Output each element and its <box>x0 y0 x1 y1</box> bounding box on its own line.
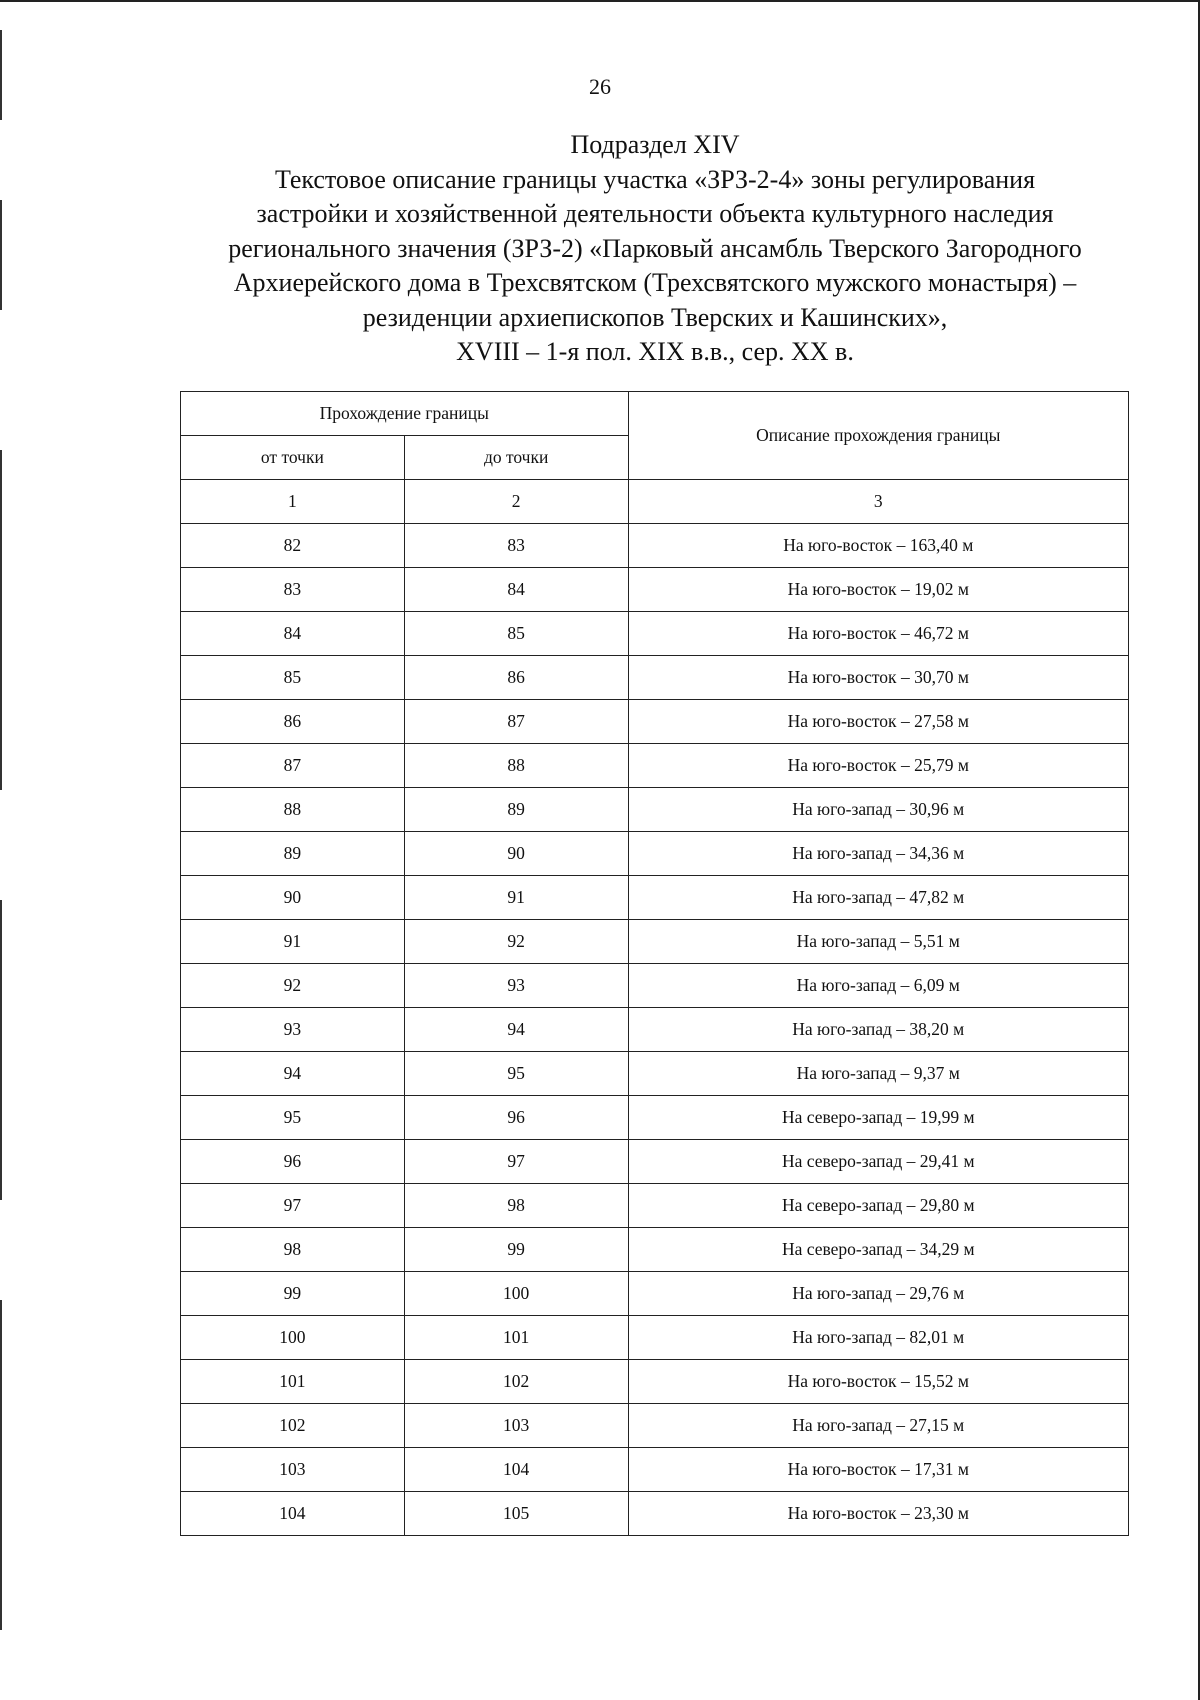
header-from-point: от точки <box>181 436 405 480</box>
from-point-cell: 93 <box>181 1008 405 1052</box>
header-to-point: до точки <box>404 436 628 480</box>
to-point-cell: 97 <box>404 1140 628 1184</box>
description-cell: На юго-восток – 30,70 м <box>628 656 1128 700</box>
header-description: Описание прохождения границы <box>628 392 1128 480</box>
to-point-cell: 93 <box>404 964 628 1008</box>
table-row <box>181 1184 1129 1228</box>
table-row <box>181 700 1129 744</box>
from-point-cell: 101 <box>181 1360 405 1404</box>
from-point-cell: 85 <box>181 656 405 700</box>
description-cell: На юго-запад – 47,82 м <box>628 876 1128 920</box>
description-cell: На юго-восток – 17,31 м <box>628 1448 1128 1492</box>
scan-edge-mark <box>0 450 2 790</box>
header-boundary-passage: Прохождение границы <box>181 392 629 436</box>
from-point-cell: 89 <box>181 832 405 876</box>
from-point-cell: 87 <box>181 744 405 788</box>
table-row <box>181 1316 1129 1360</box>
to-point-cell: 105 <box>404 1492 628 1536</box>
table-row <box>181 1140 1129 1184</box>
from-point-cell: 82 <box>181 524 405 568</box>
table-row <box>181 1492 1129 1536</box>
description-cell: На юго-восток – 27,58 м <box>628 700 1128 744</box>
table-row <box>181 1096 1129 1140</box>
table-row <box>181 1228 1129 1272</box>
description-cell: На юго-восток – 19,02 м <box>628 568 1128 612</box>
title-line: Архиерейского дома в Трехсвятском (Трехсвятского мужского монастыря) – <box>233 268 1077 297</box>
to-point-cell: 91 <box>404 876 628 920</box>
table-row <box>181 920 1129 964</box>
description-cell: На северо-запад – 29,41 м <box>628 1140 1128 1184</box>
description-cell: На юго-восток – 15,52 м <box>628 1360 1128 1404</box>
table-header-row <box>181 392 1129 436</box>
description-cell: На юго-запад – 27,15 м <box>628 1404 1128 1448</box>
table-row <box>181 1404 1129 1448</box>
description-cell: На юго-запад – 29,76 м <box>628 1272 1128 1316</box>
table-row <box>181 1448 1129 1492</box>
to-point-cell: 87 <box>404 700 628 744</box>
table-row <box>181 1360 1129 1404</box>
table-row <box>181 1052 1129 1096</box>
table-row <box>181 568 1129 612</box>
title-line: Подраздел XIV <box>570 130 740 159</box>
column-number: 1 <box>181 480 405 524</box>
to-point-cell: 90 <box>404 832 628 876</box>
to-point-cell: 85 <box>404 612 628 656</box>
description-cell: На юго-запад – 30,96 м <box>628 788 1128 832</box>
from-point-cell: 103 <box>181 1448 405 1492</box>
table-row <box>181 964 1129 1008</box>
from-point-cell: 92 <box>181 964 405 1008</box>
to-point-cell: 89 <box>404 788 628 832</box>
to-point-cell: 98 <box>404 1184 628 1228</box>
table-row <box>181 524 1129 568</box>
table-row <box>181 1008 1129 1052</box>
to-point-cell: 101 <box>404 1316 628 1360</box>
page-border-top <box>0 0 1200 2</box>
title-line: застройки и хозяйственной деятельности объекта культурного наследия <box>256 199 1054 228</box>
from-point-cell: 102 <box>181 1404 405 1448</box>
description-cell: На северо-запад – 29,80 м <box>628 1184 1128 1228</box>
to-point-cell: 92 <box>404 920 628 964</box>
to-point-cell: 102 <box>404 1360 628 1404</box>
from-point-cell: 83 <box>181 568 405 612</box>
from-point-cell: 91 <box>181 920 405 964</box>
to-point-cell: 94 <box>404 1008 628 1052</box>
to-point-cell: 83 <box>404 524 628 568</box>
to-point-cell: 103 <box>404 1404 628 1448</box>
description-cell: На юго-восток – 25,79 м <box>628 744 1128 788</box>
description-cell: На юго-восток – 163,40 м <box>628 524 1128 568</box>
from-point-cell: 104 <box>181 1492 405 1536</box>
from-point-cell: 84 <box>181 612 405 656</box>
from-point-cell: 90 <box>181 876 405 920</box>
title-line: резиденции архиепископов Тверских и Кашинских», <box>362 302 948 332</box>
table-row <box>181 612 1129 656</box>
description-cell: На юго-запад – 6,09 м <box>628 964 1128 1008</box>
column-number: 2 <box>404 480 628 524</box>
table-row <box>181 876 1129 920</box>
scan-edge-mark <box>0 900 2 1200</box>
to-point-cell: 84 <box>404 568 628 612</box>
table-body <box>181 524 1129 1536</box>
description-cell: На юго-запад – 82,01 м <box>628 1316 1128 1360</box>
description-cell: На юго-восток – 23,30 м <box>628 1492 1128 1536</box>
description-cell: На северо-запад – 19,99 м <box>628 1096 1128 1140</box>
from-point-cell: 95 <box>181 1096 405 1140</box>
table-row <box>181 656 1129 700</box>
from-point-cell: 96 <box>181 1140 405 1184</box>
scan-edge-mark <box>0 1300 2 1630</box>
from-point-cell: 97 <box>181 1184 405 1228</box>
title-line: регионального значения (ЗРЗ-2) «Парковый ансамбль Тверского Загородного <box>228 233 1082 263</box>
table-row <box>181 832 1129 876</box>
table-row <box>181 1272 1129 1316</box>
to-point-cell: 100 <box>404 1272 628 1316</box>
to-point-cell: 96 <box>404 1096 628 1140</box>
description-cell: На юго-запад – 34,36 м <box>628 832 1128 876</box>
description-cell: На юго-запад – 5,51 м <box>628 920 1128 964</box>
column-number: 3 <box>628 480 1128 524</box>
scan-edge-mark <box>0 200 2 310</box>
from-point-cell: 100 <box>181 1316 405 1360</box>
boundary-table <box>180 391 1129 1536</box>
to-point-cell: 104 <box>404 1448 628 1492</box>
page-number: 26 <box>589 74 611 99</box>
title-line: Текстовое описание границы участка «ЗРЗ-2-4» зоны регулирования <box>274 164 1036 194</box>
from-point-cell: 98 <box>181 1228 405 1272</box>
from-point-cell: 94 <box>181 1052 405 1096</box>
to-point-cell: 86 <box>404 656 628 700</box>
description-cell: На северо-запад – 34,29 м <box>628 1228 1128 1272</box>
to-point-cell: 95 <box>404 1052 628 1096</box>
table-row <box>181 788 1129 832</box>
section-title <box>150 128 1160 370</box>
to-point-cell: 88 <box>404 744 628 788</box>
description-cell: На юго-восток – 46,72 м <box>628 612 1128 656</box>
description-cell: На юго-запад – 9,37 м <box>628 1052 1128 1096</box>
from-point-cell: 88 <box>181 788 405 832</box>
table-row <box>181 744 1129 788</box>
description-cell: На юго-запад – 38,20 м <box>628 1008 1128 1052</box>
from-point-cell: 86 <box>181 700 405 744</box>
column-number-row <box>181 480 1129 524</box>
from-point-cell: 99 <box>181 1272 405 1316</box>
to-point-cell: 99 <box>404 1228 628 1272</box>
title-line: XVIII – 1-я пол. XIX в.в., сер. XX в. <box>456 337 854 366</box>
